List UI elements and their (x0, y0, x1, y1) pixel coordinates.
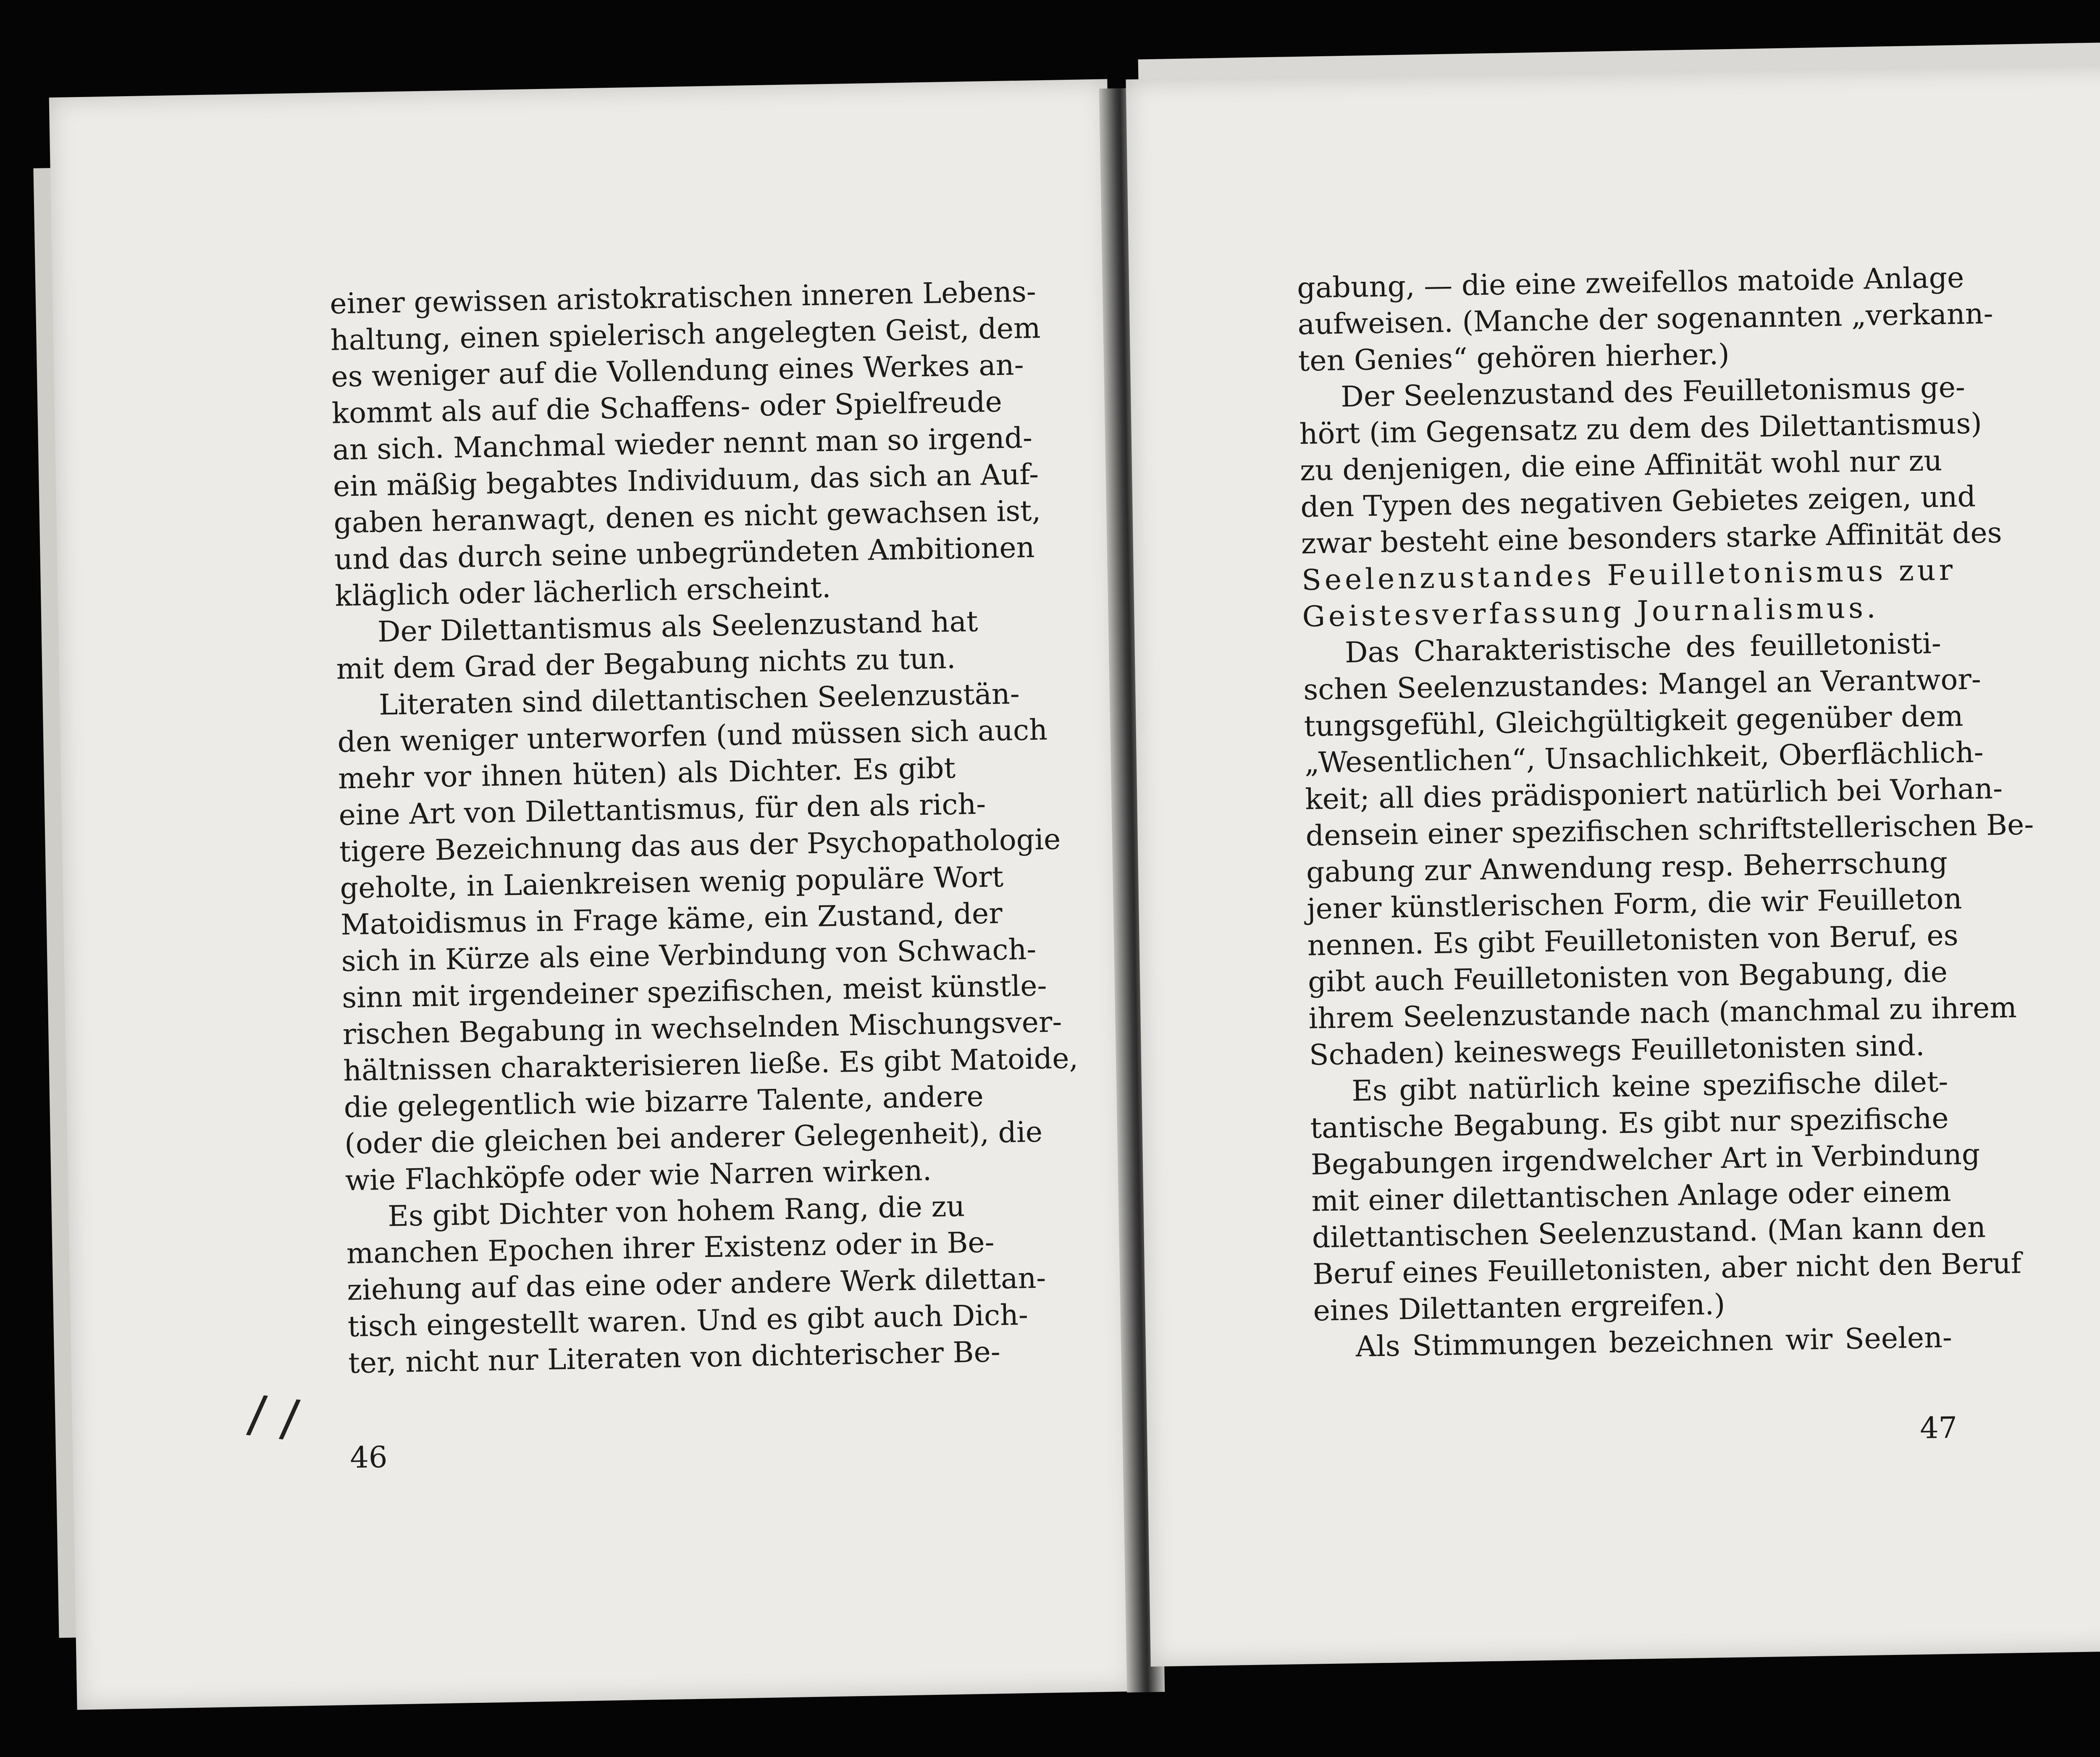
text-line: Beruf eines Feuilletonisten, aber nicht den Beruf (1312, 1247, 2022, 1291)
text-line: tantische Begabung. Es gibt nur spezifische (1310, 1101, 1949, 1145)
text-line: Das Charakteristische des feuilletonisti- (1344, 627, 1942, 670)
right-page (1126, 63, 2100, 1667)
text-line: Als Stimmungen bezeichnen wir Seelen- (1355, 1321, 1953, 1364)
text-line: schen Seelenzustandes: Mangel an Verantwor- (1303, 663, 1982, 707)
open-book (63, 63, 2100, 1709)
text-line: Es gibt Dichter von hohem Rang, die zu (387, 1190, 965, 1233)
text-line: Der Seelenzustand des Feuilletonismus ge- (1340, 370, 1966, 414)
text-line: hältnissen charakterisieren ließe. Es gibt Matoide, (343, 1041, 1079, 1088)
text-line: es weniger auf die Vollendung eines Werkes an- (331, 348, 1024, 394)
text-line: an sich. Manchmal wieder nennt man so irgend- (332, 421, 1033, 467)
left-page-text (329, 275, 1079, 1382)
text-line: Es gibt natürlich keine spezifische dilet- (1351, 1065, 1948, 1108)
text-line: jener künstlerischen Form, die wir Feuilleton (1306, 882, 1963, 926)
text-line: ter, nicht nur Literaten von dichterischer Be- (348, 1335, 1001, 1380)
text-line: Seelenzustandes Feuilletonismus zur (1301, 553, 1956, 597)
text-line: eine Art von Dilettantismus, für den als rich- (338, 787, 986, 832)
text-line: und das durch seine unbegründeten Ambitionen (334, 531, 1035, 577)
text-line: densein einer spezifischen schriftstellerischen Be- (1305, 808, 2034, 853)
page-number: 47 (1919, 1410, 1958, 1445)
text-line: rischen Begabung in wechselnden Mischungsver- (342, 1005, 1063, 1052)
text-line: gabung, — die eine zweifellos matoide Anlage (1297, 261, 1964, 305)
text-line: eines Dilettanten ergreifen.) (1312, 1288, 1725, 1328)
text-line: zu denjenigen, die eine Affinität wohl nur zu (1299, 444, 1942, 488)
text-line: Literaten sind dilettantischen Seelenzustän- (378, 677, 1020, 722)
text-line: (oder die gleichen bei anderer Gelegenheit), die (344, 1115, 1043, 1161)
text-line: ein mäßig begabtes Individuum, das sich an Auf- (333, 458, 1039, 503)
text-line: die gelegentlich wie bizarre Talente, andere (344, 1080, 984, 1125)
text-line: manchen Epochen ihrer Existenz oder in Be- (346, 1226, 995, 1271)
text-line: nennen. Es gibt Feuilletonisten von Beruf, es (1307, 919, 1959, 962)
text-line: gibt auch Feuilletonisten von Begabung, die (1307, 955, 1948, 999)
text-line: ziehung auf das eine oder andere Werk dilettan- (346, 1261, 1046, 1307)
text-line: mehr vor ihnen hüten) als Dichter. Es gibt (338, 751, 956, 796)
text-line: geholte, in Laienkreisen wenig populäre Wort (339, 860, 1004, 905)
text-line: dilettantischen Seelenzustand. (Man kann den (1312, 1211, 1986, 1255)
text-line: den weniger unterworfen (und müssen sich auch (337, 713, 1048, 759)
text-line: „Wesentlichen“, Unsachlichkeit, Oberflächlich- (1304, 736, 1984, 780)
text-line: gabung zur Anwendung resp. Beherrschung (1306, 846, 1948, 889)
text-line: Begabungen irgendwelcher Art in Verbindung (1310, 1138, 1980, 1182)
text-line: haltung, einen spielerisch angelegten Geist, dem (330, 312, 1041, 357)
text-line: Geistesverfassung Journalismus. (1302, 591, 1880, 634)
text-line: wie Flachköpfe oder wie Narren wirken. (345, 1154, 932, 1198)
right-page-text (1297, 260, 2034, 1366)
text-line: ihrem Seelenzustande nach (manchmal zu ihrem (1308, 991, 2017, 1036)
text-line: tisch eingestellt waren. Und es gibt auch Dich- (347, 1298, 1029, 1344)
text-line: Matoidismus in Frage käme, ein Zustand, der (340, 897, 1003, 942)
left-page (49, 79, 1136, 1710)
text-line: einer gewissen aristokratischen inneren Lebens- (329, 275, 1037, 321)
text-line: ten Genies“ gehören hierher.) (1298, 338, 1730, 378)
text-line: mit einer dilettantischen Anlage oder einem (1311, 1175, 1951, 1218)
text-line: tungsgefühl, Gleichgültigkeit gegenüber dem (1304, 700, 1964, 743)
text-line: aufweisen. (Manche der sogenannten „verkann- (1297, 297, 1994, 341)
text-line: zwar besteht eine besonders starke Affinität des (1301, 516, 2003, 561)
text-line: gaben heranwagt, denen es nicht gewachsen ist, (333, 494, 1041, 540)
text-line: Schaden) keineswegs Feuilletonisten sind. (1309, 1029, 1925, 1072)
pencil-mark: / / (245, 1384, 302, 1449)
text-line: kläglich oder lächerlich erscheint. (334, 571, 832, 613)
text-line: tigere Bezeichnung das aus der Psychopathologie (339, 823, 1061, 869)
text-line: den Typen des negativen Gebietes zeigen, und (1300, 480, 1976, 524)
text-line: sinn mit irgendeiner spezifischen, meist künstle- (341, 969, 1047, 1015)
text-line: sich in Kürze als eine Verbindung von Schwach- (341, 933, 1037, 978)
text-line: mit dem Grad der Begabung nichts zu tun. (336, 642, 956, 686)
text-line: hört (im Gegensatz zu dem des Dilettantismus) (1299, 407, 1982, 451)
page-number: 46 (349, 1440, 388, 1475)
text-line: keit; all dies prädisponiert natürlich bei Vorhan- (1305, 772, 2003, 816)
text-line: kommt als auf die Schaffens- oder Spielfreude (331, 385, 1003, 430)
text-line: Der Dilettantismus als Seelenzustand hat (377, 605, 979, 649)
